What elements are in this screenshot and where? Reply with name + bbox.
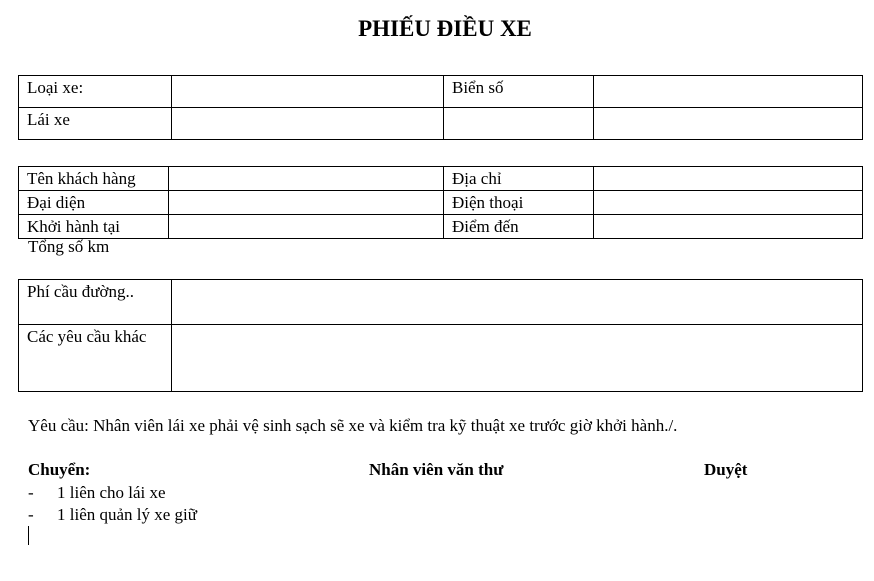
driver-extra-field-2[interactable]	[594, 108, 863, 140]
departure-field[interactable]	[169, 215, 444, 239]
list-dash: -	[28, 483, 34, 502]
text-cursor	[28, 526, 29, 545]
plate-field[interactable]	[594, 76, 863, 108]
customer-name-label: Tên khách hàng	[19, 167, 169, 191]
departure-label: Khởi hành tại	[19, 215, 169, 239]
driver-extra-field[interactable]	[444, 108, 594, 140]
plate-label: Biển số	[444, 76, 594, 108]
total-km-label: Tổng số km	[28, 237, 110, 256]
vehicle-type-label: Loại xe:	[19, 76, 172, 108]
list-dash: -	[28, 505, 34, 524]
address-field[interactable]	[594, 167, 863, 191]
customer-table	[18, 166, 863, 239]
destination-label: Điểm đến	[444, 215, 594, 239]
approve-label: Duyệt	[704, 460, 748, 479]
phone-field[interactable]	[594, 191, 863, 215]
toll-label: Phí cầu đường..	[19, 280, 172, 325]
transfer-label: Chuyển:	[28, 460, 91, 479]
fees-table	[18, 279, 863, 392]
vehicle-table	[18, 75, 863, 140]
phone-label: Điện thoại	[444, 191, 594, 215]
vehicle-type-field[interactable]	[172, 76, 444, 108]
address-label: Địa chỉ	[444, 167, 594, 191]
list-item-text: 1 liên cho lái xe	[57, 483, 166, 502]
representative-field[interactable]	[169, 191, 444, 215]
list-item-text: 1 liên quản lý xe giữ	[57, 505, 197, 524]
toll-field[interactable]	[172, 280, 863, 325]
document-title: PHIẾU ĐIỀU XE	[358, 16, 532, 41]
other-requests-label: Các yêu cầu khác	[19, 325, 172, 392]
other-requests-field[interactable]	[172, 325, 863, 392]
driver-label: Lái xe	[19, 108, 172, 140]
destination-field[interactable]	[594, 215, 863, 239]
clerk-label: Nhân viên văn thư	[369, 460, 504, 479]
customer-name-field[interactable]	[169, 167, 444, 191]
driver-field[interactable]	[172, 108, 444, 140]
representative-label: Đại diện	[19, 191, 169, 215]
requirement-text: Yêu cầu: Nhân viên lái xe phải vệ sinh sạch sẽ xe và kiểm tra kỹ thuật xe trước giờ khởi hành./.	[28, 416, 678, 435]
